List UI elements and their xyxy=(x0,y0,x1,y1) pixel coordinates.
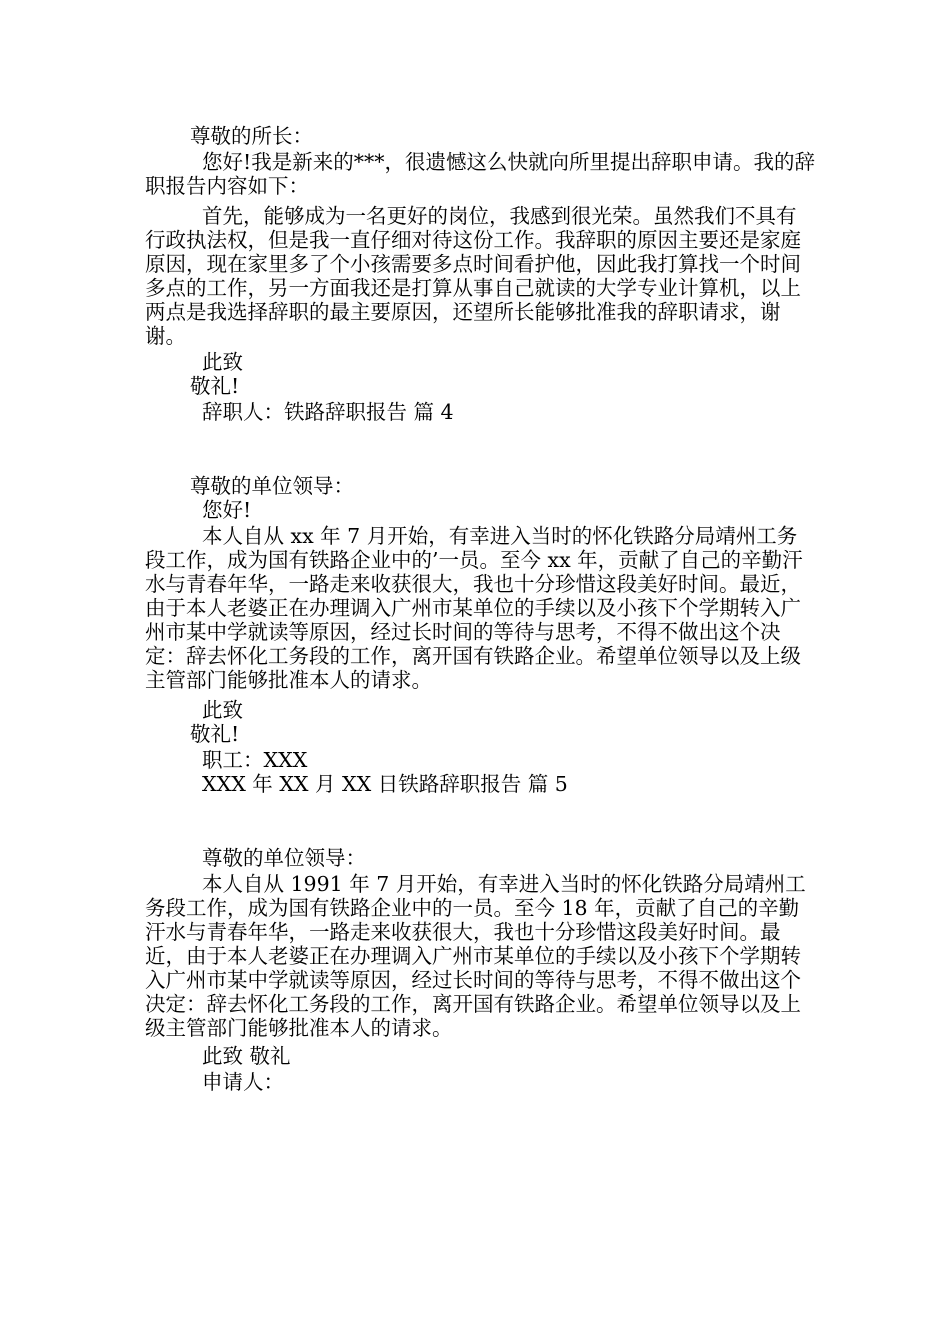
signature-2: 职工：XXX xyxy=(202,748,308,772)
closing-2a: 此致 xyxy=(202,698,243,722)
salutation-1: 尊敬的所长： xyxy=(190,124,313,148)
greeting-2: 您好! xyxy=(202,498,252,522)
salutation-2: 尊敬的单位领导： xyxy=(190,474,354,498)
greeting-paragraph-1: 您好!我是新来的***，很遗憾这么快就向所里提出辞职申请。我的辞职报告内容如下： xyxy=(145,150,815,198)
closing-2b: 敬礼! xyxy=(190,722,240,746)
closing-1b: 敬礼! xyxy=(190,374,240,398)
signature-3: 申请人： xyxy=(202,1070,284,1094)
closing-1a: 此致 xyxy=(202,350,243,374)
closing-3: 此致 敬礼 xyxy=(202,1044,291,1068)
salutation-3: 尊敬的单位领导： xyxy=(202,846,366,870)
signature-1: 辞职人：铁路辞职报告 篇 4 xyxy=(202,400,454,424)
body-paragraph-2: 本人自从 xx 年 7 月开始，有幸进入当时的怀化铁路分局靖州工务段工作，成为国有铁路企业中的’一员。至今 xx 年，贡献了自己的辛勤汗水与青春年华，一路走来收获很大，我也十分珍惜这段美好时间。最近，由于本人老婆正在办理调入广州市某单位的手续以及小孩下个学期转入广州市某中学就读等原因，经过长时间的等待与思考，不得不做出这个决定：辞去怀化工务段的工作，离开国有铁路企业。希望单位领导以及上级主管部门能够批准本人的请求。 xyxy=(145,524,803,692)
body-paragraph-1: 首先，能够成为一名更好的岗位，我感到很光荣。虽然我们不具有行政执法权，但是我一直仔细对待这份工作。我辞职的原因主要还是家庭原因，现在家里多了个小孩需要多点时间看护他，因此我打算找一个时间多点的工作，另一方面我还是打算从事自己就读的大学专业计算机，以上两点是我选择辞职的最主要原因，还望所长能够批准我的辞职请求，谢谢。 xyxy=(145,204,801,348)
body-paragraph-3: 本人自从 1991 年 7 月开始，有幸进入当时的怀化铁路分局靖州工务段工作，成为国有铁路企业中的一员。至今 18 年，贡献了自己的辛勤汗水与青春年华，一路走来收获很大，我也十分珍惜这段美好时间。最近，由于本人老婆正在办理调入广州市某单位的手续以及小孩下个学期转入广州市某中学就读等原因，经过长时间的等待与思考，不得不做出这个决定：辞去怀化工务段的工作，离开国有铁路企业。希望单位领导以及上级主管部门能够批准本人的请求。 xyxy=(145,872,806,1040)
date-2: XXX 年 XX 月 XX 日铁路辞职报告 篇 5 xyxy=(202,772,568,796)
